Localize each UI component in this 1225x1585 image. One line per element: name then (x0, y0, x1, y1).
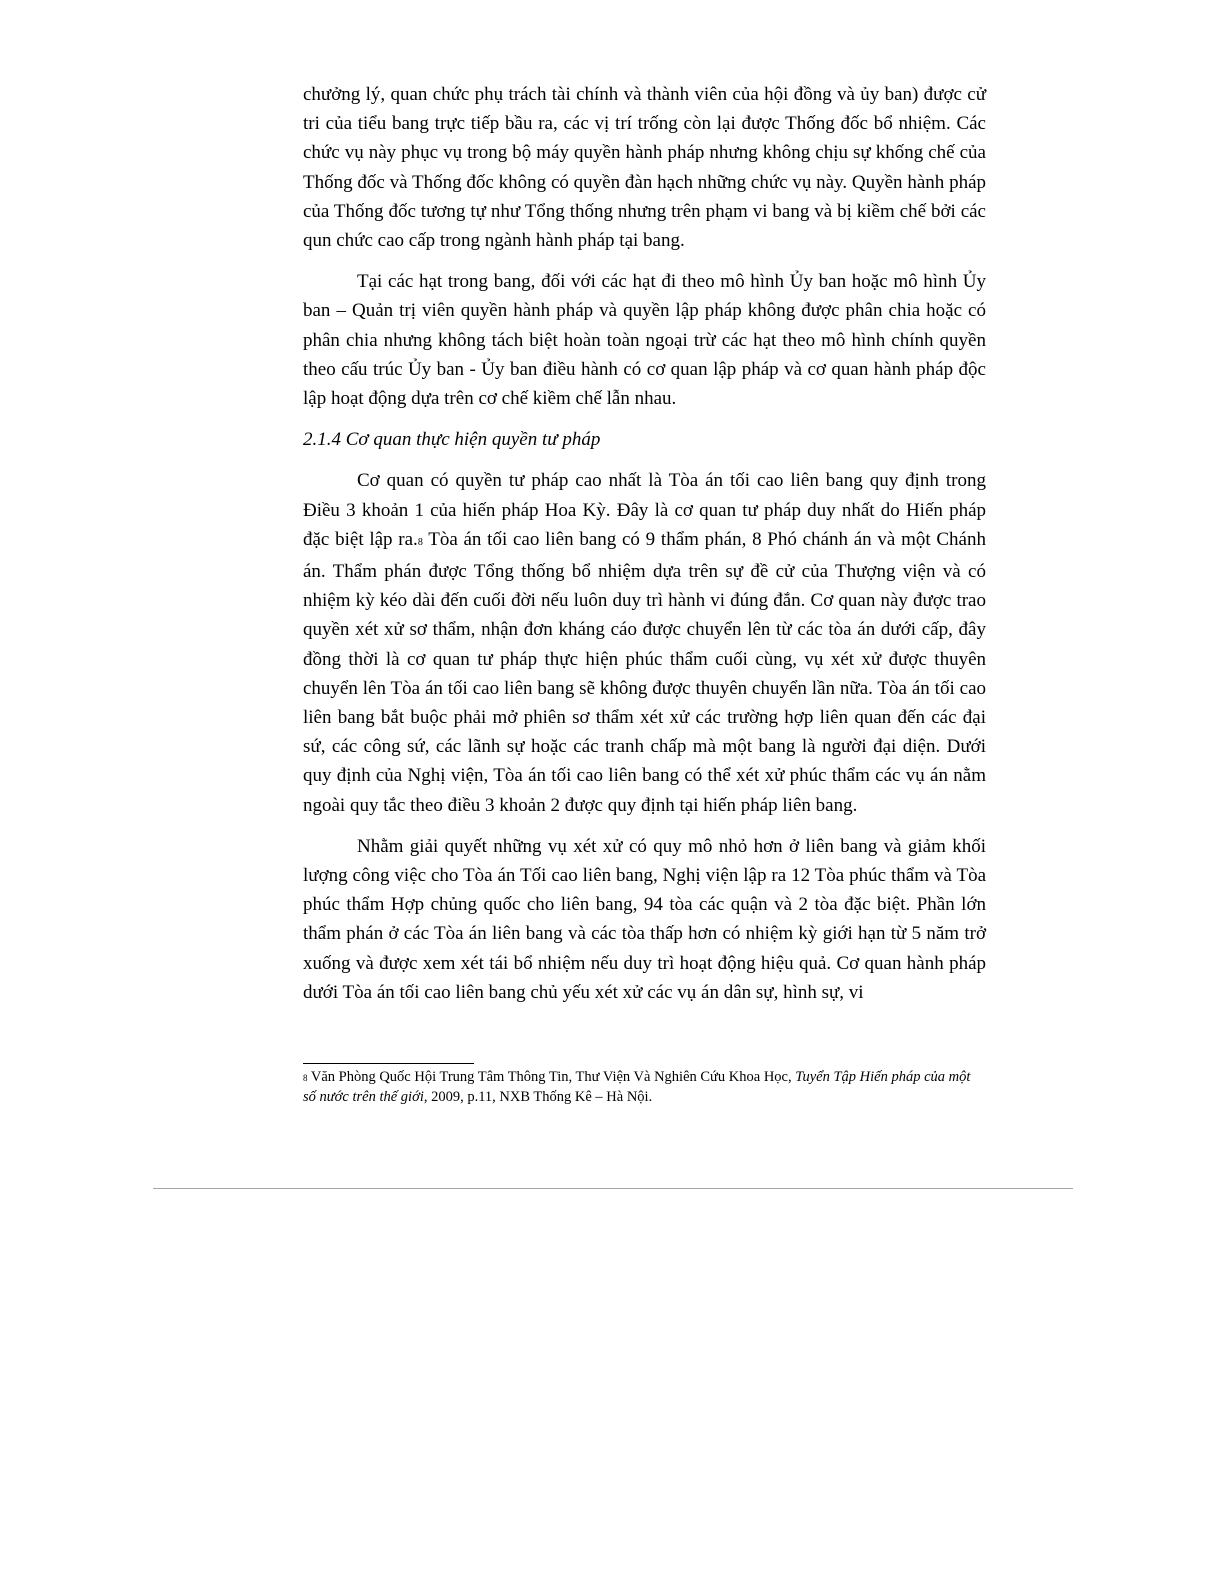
footnote-text-before: Văn Phòng Quốc Hội Trung Tâm Thông Tin, Thư Viện Và Nghiên Cứu Khoa Học, (307, 1069, 796, 1085)
paragraph-executive-governor: chưởng lý, quan chức phụ trách tài chính và thành viên của hội đồng và ủy ban) được cử tri của tiểu bang trực tiếp bầu ra, các vị trí trống còn lại được Thống đốc bổ nhiệm. Các chức vụ này phục vụ trong bộ máy quyền hành pháp nhưng không chịu sự khống chế của Thống đốc và Thống đốc không có quyền đàn hạch những chức vụ này. Quyền hành pháp của Thống đốc tương tự như Tổng thống nhưng trên phạm vi bang và bị kiềm chế bởi các qun chức cao cấp trong ngành hành pháp tại bang. (303, 84, 986, 252)
footnote-title: Tuyển Tập Hiến pháp của một số nước trên thế giới (303, 1069, 971, 1105)
footnote-text-after: , 2009, p.11, NXB Thống Kê – Hà Nội. (423, 1089, 653, 1105)
footnote-separator (303, 1063, 474, 1064)
footnote-number: 8 (303, 1073, 308, 1083)
paragraph-supreme-court-part-a: Cơ quan có quyền tư pháp cao nhất là Tòa án tối cao liên bang quy định trong Điều 3 khoản 1 của hiến pháp Hoa Kỳ. Đây là cơ quan tư pháp duy nhất do Hiến pháp đặc biệt lập ra. (303, 470, 986, 550)
footnote (303, 1068, 986, 1107)
paragraph-county-model: Tại các hạt trong bang, đối với các hạt đi theo mô hình Ủy ban hoặc mô hình Ủy ban – Quản trị viên quyền hành pháp và quyền lập pháp không được phân chia hoặc có phân chia nhưng không tách biệt hoàn toàn ngoại trừ các hạt theo mô hình chính quyền theo cấu trúc Ủy ban - Ủy ban điều hành có cơ quan lập pháp và cơ quan hành pháp độc lập hoạt động dựa trên cơ chế kiềm chế lẫn nhau. (303, 271, 986, 410)
document-body (303, 80, 986, 1007)
footnote-reference: 8 (417, 536, 423, 548)
paragraph-supreme-court (303, 466, 986, 819)
paragraph-supreme-court-part-b: Tòa án tối cao liên bang có 9 thẩm phán, 8 Phó chánh án và một Chánh án. Thẩm phán được Tổng thống bổ nhiệm dựa trên sự đề cử của Thượng viện và có nhiệm kỳ kéo dài đến cuối đời nếu luôn duy trì hành vi đúng đắn. Cơ quan này được trao quyền xét xử sơ thẩm, nhận đơn kháng cáo được chuyển lên từ các tòa án dưới cấp, đây đồng thời là cơ quan tư pháp thực hiện phúc thẩm cuối cùng, vụ xét xử được thuyên chuyển lên Tòa án tối cao liên bang sẽ không được thuyên chuyển lần nữa. Tòa án tối cao liên bang bắt buộc phải mở phiên sơ thẩm xét xử các trường hợp liên quan đến các đại sứ, các công sứ, các lãnh sự hoặc các tranh chấp mà một bang là người đại diện. Dưới quy định của Nghị viện, Tòa án tối cao liên bang có thể xét xử phúc thẩm các vụ án nằm ngoài quy tắc theo điều 3 khoản 2 được quy định tại hiến pháp liên bang. (303, 528, 986, 816)
paragraph-lower-courts: Nhằm giải quyết những vụ xét xử có quy mô nhỏ hơn ở liên bang và giảm khối lượng công việc cho Tòa án Tối cao liên bang, Nghị viện lập ra 12 Tòa phúc thẩm và Tòa phúc thẩm Hợp chủng quốc cho liên bang, 94 tòa các quận và 2 tòa đặc biệt. Phần lớn thẩm phán ở các Tòa án liên bang và các tòa thấp hơn có nhiệm kỳ giới hạn từ 5 năm trở xuống và được xem xét tái bổ nhiệm nếu duy trì hoạt động hiệu quả. Cơ quan hành pháp dưới Tòa án tối cao liên bang chủ yếu xét xử các vụ án dân sự, hình sự, vi (303, 835, 986, 1003)
page-bottom-rule (153, 1188, 1073, 1189)
section-heading-judicial: 2.1.4 Cơ quan thực hiện quyền tư pháp (303, 429, 601, 451)
